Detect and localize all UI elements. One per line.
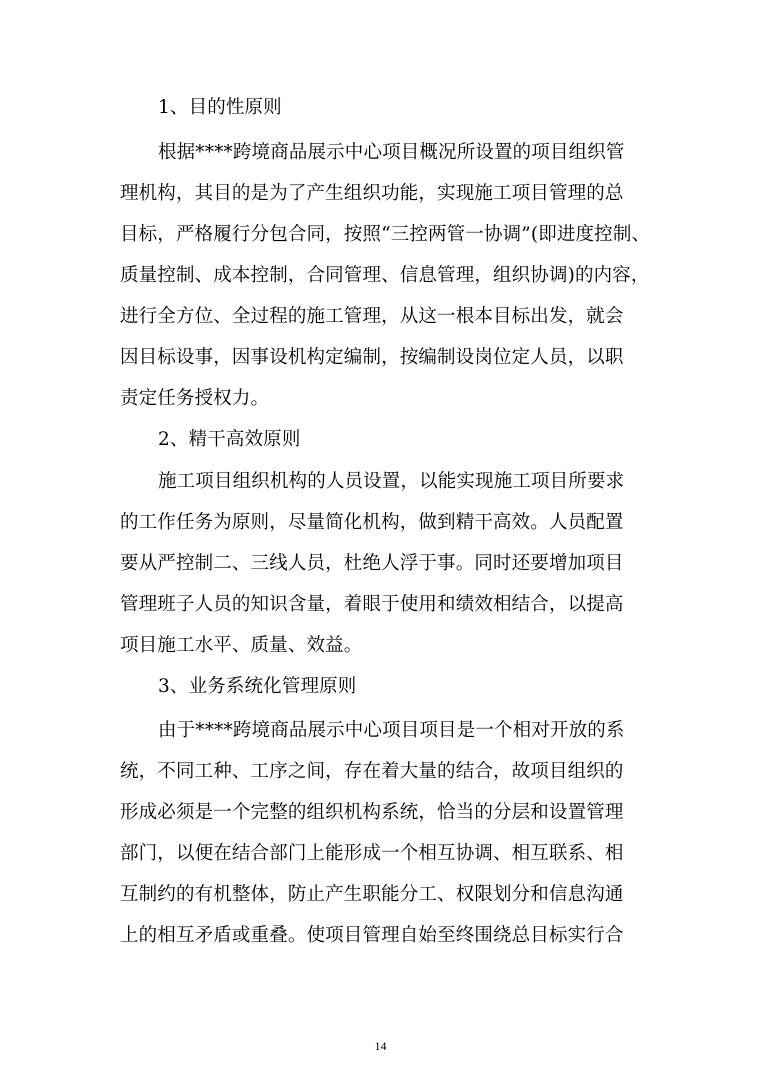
paragraph-line: 要从严控制二、三线人员，杜绝人浮于事。同时还要增加项目 xyxy=(120,553,624,574)
page-number: 14 xyxy=(374,1039,387,1053)
paragraph-line: 管理班子人员的知识含量，着眼于使用和绩效相结合，以提高 xyxy=(120,594,624,615)
paragraph-line: 理机构，其目的是为了产生组织功能，实现施工项目管理的总 xyxy=(120,183,624,204)
paragraph-line: 进行全方位、全过程的施工管理，从这一根本目标出发，就会 xyxy=(120,306,624,327)
section-heading-purpose: 1、目的性原则 xyxy=(158,97,282,118)
section-heading-efficiency: 2、精干高效原则 xyxy=(158,429,301,450)
paragraph-line: 部门，以便在结合部门上能形成一个相互协调、相互联系、相 xyxy=(120,843,624,864)
paragraph-line: 上的相互矛盾或重叠。使项目管理自始至终围绕总目标实行合 xyxy=(120,925,624,946)
section-heading-systematic: 3、业务系统化管理原则 xyxy=(158,676,357,697)
paragraph-line: 统，不同工种、工序之间，存在着大量的结合，故项目组织的 xyxy=(120,761,624,782)
paragraph-line: 项目施工水平、质量、效益。 xyxy=(120,635,363,656)
paragraph-line: 的工作任务为原则，尽量简化机构，做到精干高效。人员配置 xyxy=(120,512,624,533)
paragraph-line: 由于****跨境商品展示中心项目项目是一个相对开放的系 xyxy=(158,720,625,741)
paragraph-line: 施工项目组织机构的人员设置，以能实现施工项目所要求 xyxy=(158,471,625,492)
paragraph-line: 目标，严格履行分包合同，按照“三控两管一协调”(即进度控制、 xyxy=(120,224,651,245)
paragraph-line: 因目标设事，因事设机构定编制，按编制设岗位定人员，以职 xyxy=(120,347,624,368)
paragraph-line: 互制约的有机整体，防止产生职能分工、权限划分和信息沟通 xyxy=(120,884,624,905)
paragraph-line: 责定任务授权力。 xyxy=(120,388,270,409)
paragraph-line: 形成必须是一个完整的组织机构系统，恰当的分层和设置管理 xyxy=(120,802,624,823)
paragraph-line: 根据****跨境商品展示中心项目概况所设置的项目组织管 xyxy=(158,142,625,163)
paragraph-line: 质量控制、成本控制，合同管理、信息管理，组织协调)的内容， xyxy=(120,265,650,286)
